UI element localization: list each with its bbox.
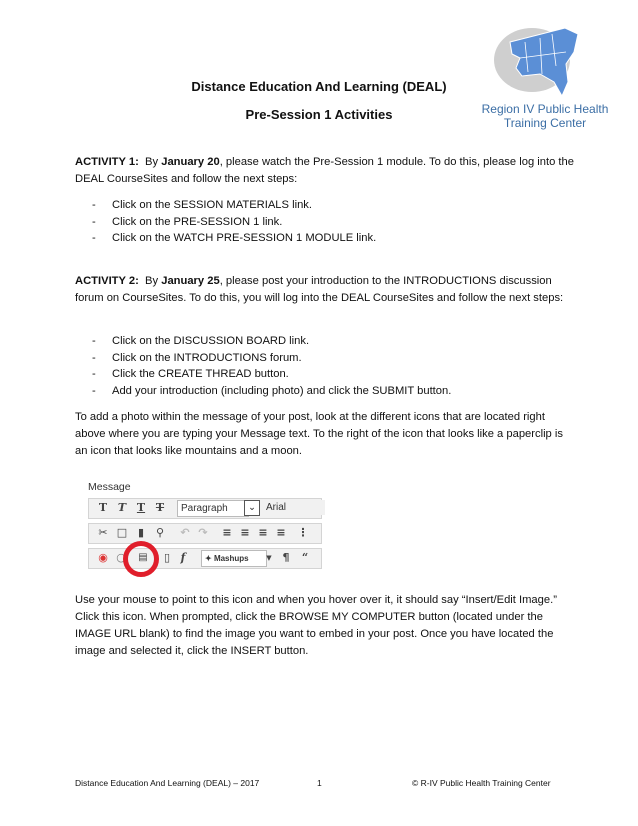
activity1-steps [92, 197, 572, 247]
activity1-label: ACTIVITY 1: [75, 156, 139, 168]
activity2-label: ACTIVITY 2: [75, 275, 139, 287]
mashups-label: Mashups [213, 554, 249, 563]
activity2-paragraph [75, 273, 575, 307]
font-size-icon[interactable]: T [98, 501, 108, 514]
undo-icon[interactable]: ↶ [180, 526, 190, 539]
logo-line2: Training Center [503, 116, 587, 130]
mashups-select[interactable]: ✦ Mashups [201, 550, 267, 567]
dropdown-arrow-icon[interactable]: ▼ [266, 554, 272, 562]
underline-icon[interactable]: T [136, 501, 146, 514]
paragraph-select[interactable]: Paragraph [177, 500, 249, 517]
activity1-paragraph [75, 154, 575, 188]
page-title: Distance Education And Learning (DEAL) [191, 79, 447, 94]
align-right-icon[interactable]: ≡ [258, 526, 268, 539]
align-left-icon[interactable]: ≡ [222, 526, 232, 539]
record-icon[interactable]: ◉ [98, 551, 108, 564]
activity1-date: January 20 [161, 156, 220, 168]
activity2-pre: By [145, 275, 159, 287]
redo-icon[interactable]: ↷ [198, 526, 208, 539]
formula-icon[interactable]: f [180, 551, 186, 564]
hover-instructions: Use your mouse to point to this icon and when you hover over it, it should say “Insert/Edit Image.” Click this icon. When prompted, click the BROWSE MY COMPUTER button (located under the IMAGE URL blank) to find the image you want to embed in your post. Once you have located the image and selected it, click the INSERT button. [75, 594, 557, 657]
find-icon[interactable]: ⚲ [155, 526, 165, 539]
list-item: - Click on the INTRODUCTIONS forum. [92, 350, 572, 367]
strikethrough-icon[interactable]: T [155, 501, 165, 514]
italic-icon[interactable]: T [117, 501, 127, 514]
editor-screenshot [84, 481, 320, 571]
paperclip-icon[interactable]: ○ [116, 551, 126, 564]
list-item: - Click on the PRE-SESSION 1 link. [92, 214, 572, 231]
list-icon[interactable]: ⋮ [297, 526, 309, 539]
editor-message-label: Message [88, 481, 131, 493]
paragraph-mark-icon[interactable]: ¶ [282, 551, 290, 564]
footer-left: Distance Education And Learning (DEAL) – 2017 [75, 778, 260, 788]
align-center-icon[interactable]: ≡ [240, 526, 250, 539]
cut-icon[interactable]: ✂ [98, 526, 108, 539]
chevron-down-icon[interactable]: ⌄ [244, 500, 260, 516]
justify-icon[interactable]: ≡ [276, 526, 286, 539]
highlight-circle [123, 541, 159, 577]
activity2-date: January 25 [161, 275, 220, 287]
footer-page-number: 1 [317, 778, 322, 788]
activity1-pre: By [145, 156, 159, 168]
list-item: - Click the CREATE THREAD button. [92, 366, 572, 383]
page-subtitle: Pre-Session 1 Activities [245, 107, 393, 122]
list-item: - Click on the SESSION MATERIALS link. [92, 197, 572, 214]
font-select[interactable]: Arial [263, 500, 325, 515]
activity2-text: , please post your introduction to the INTRODUCTIONS discussion forum on CourseSites. To do this, you will log into the DEAL CourseSites and follow the next steps: [75, 275, 564, 304]
logo-line1: Region IV Public Health [481, 102, 609, 116]
insert-image-icon[interactable]: ▤ [138, 552, 148, 563]
footer-copyright: © R-IV Public Health Training Center [412, 778, 551, 788]
list-item: - Add your introduction (including photo) and click the SUBMIT button. [92, 383, 572, 400]
embed-icon[interactable]: ▯ [163, 551, 171, 564]
activity2-steps [92, 333, 572, 399]
activity1-text: , please watch the Pre-Session 1 module. To do this, please log into the DEAL CourseSites and follow the next steps: [75, 156, 574, 185]
list-item: - Click on the DISCUSSION BOARD link. [92, 333, 572, 350]
paste-icon[interactable]: ▮ [137, 526, 145, 539]
editor-toolbar-row1 [88, 498, 322, 519]
photo-instructions: To add a photo within the message of your post, look at the different icons that are located right above where you are typing your Message text. To the right of the icon that looks like a paperclip is an icon that looks like mountains and a moon. [75, 411, 563, 457]
copy-icon[interactable]: □ [116, 526, 128, 539]
list-item: - Click on the WATCH PRE-SESSION 1 MODULE link. [92, 230, 572, 247]
editor-toolbar-row2 [88, 523, 322, 544]
quote-icon[interactable]: “ [301, 551, 309, 564]
